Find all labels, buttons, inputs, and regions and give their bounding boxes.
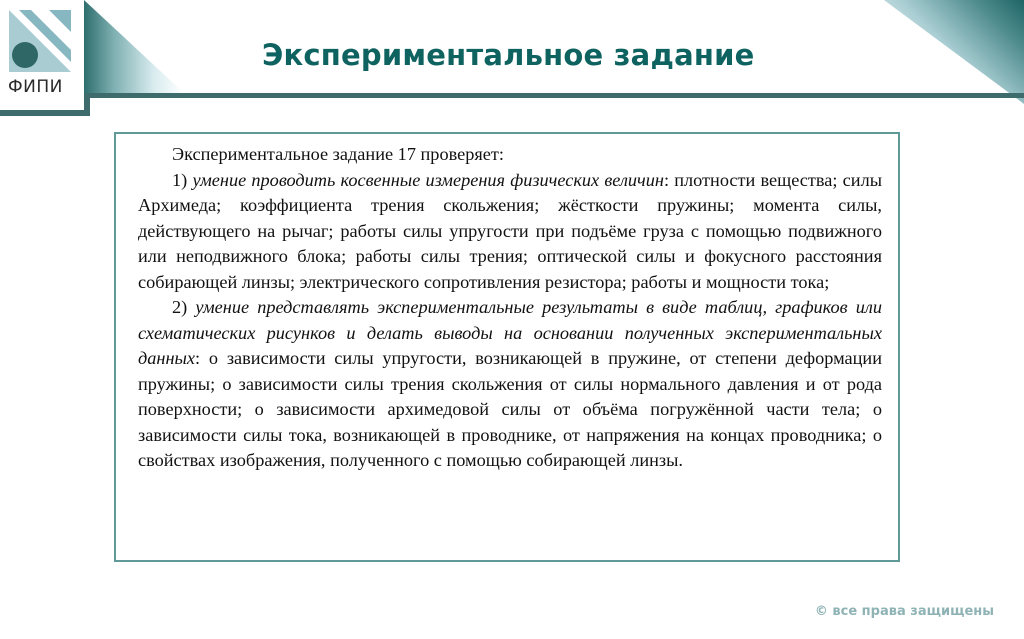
- item-description: : плотности вещества; силы Архимеда; коэффициента трения скольжения; жёсткости пружины; момента силы, действующего на рычаг; работы силы упругости при подъёме груза с помощью подвижного или неподвижного блока; работы силы трения; оптической силы и фокусного расстояния собирающей линзы; электрического сопротивления резистора; работы и мощности тока;: [138, 169, 882, 292]
- item-number: 2): [172, 297, 188, 317]
- fipi-logo-icon: [9, 10, 71, 72]
- header-divider: [84, 93, 1024, 98]
- copyright-notice: © все права защищены: [814, 604, 994, 619]
- page-title: Экспериментальное задание: [262, 38, 755, 72]
- logo-text: ФИПИ: [8, 77, 63, 97]
- logo-shadow: [0, 110, 90, 116]
- item-skill: умение представлять экспериментальные результаты в виде таблиц, графиков или схематических рисунков и делать выводы на основании полученных экспериментальных данных: [138, 297, 882, 368]
- content-box: [114, 132, 900, 562]
- header-gradient-right: [884, 0, 1024, 104]
- intro-text: Экспериментальное задание 17 проверяет:: [172, 144, 504, 164]
- logo: [0, 0, 84, 104]
- item-description: : о зависимости силы упругости, возникающей в пружине, от степени деформации пружины; о зависимости силы трения скольжения от силы нормального давления и от рода поверхности; о зависимости архимедовой силы от объёма погружённой части тела; о зависимости силы тока, возникающей в проводнике, от напряжения на концах проводника; о свойствах изображения, полученного с помощью собирающей линзы.: [138, 348, 882, 470]
- list-item: [138, 168, 882, 296]
- item-number: 1): [172, 169, 188, 190]
- header-gradient-left: [84, 0, 184, 93]
- list-item: [138, 295, 882, 474]
- item-skill: умение проводить косвенные измерения физических величин: [192, 169, 664, 190]
